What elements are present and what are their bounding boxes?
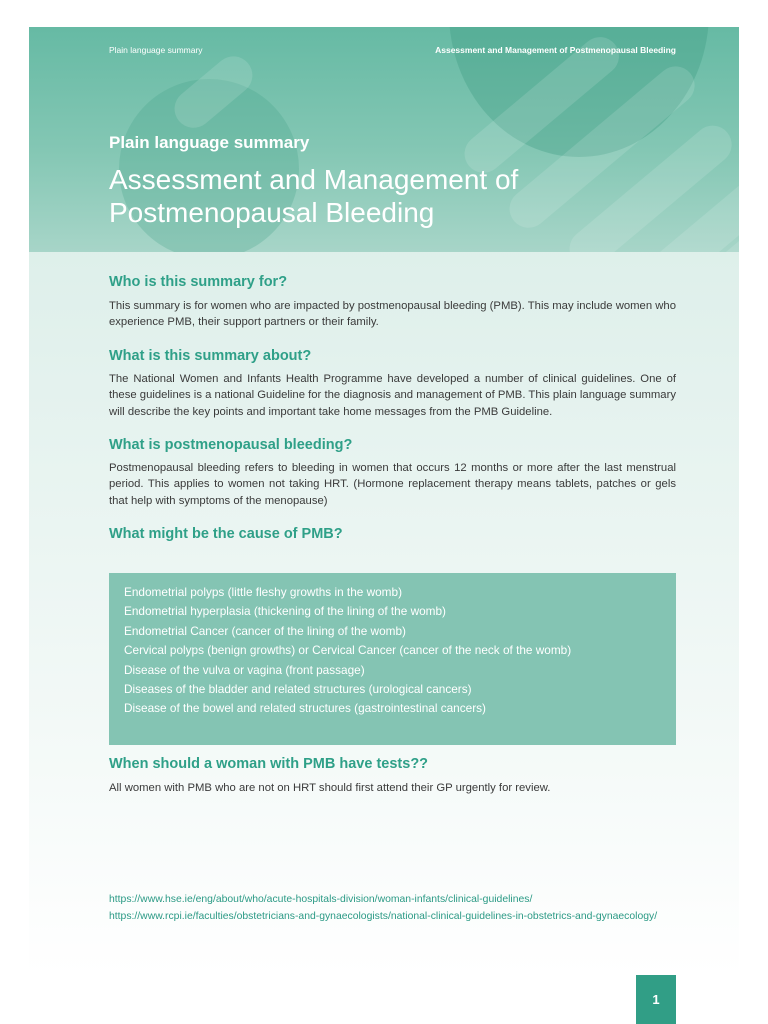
cause-item: Endometrial hyperplasia (thickening of the lining of the womb): [124, 604, 446, 619]
section-body-about: The National Women and Infants Health Programme have developed a number of clinical guidelines. One of these guidelines is a national Guideline for the diagnosis and management of PMB. This plain language summary will describe the key points and important take home messages from the PMB Guideline.: [109, 372, 676, 418]
cause-item: Diseases of the bladder and related structures (urological cancers): [124, 682, 472, 697]
reference-links: [109, 892, 676, 924]
page-title: Assessment and Management of Postmenopausal Bleeding: [109, 164, 519, 228]
cause-item: Endometrial polyps (little fleshy growths in the womb): [124, 585, 402, 599]
section-body-what: Postmenopausal bleeding refers to bleeding in women that occurs 12 months or more after the last menstrual period. This applies to women not taking HRT. (Hormone replacement therapy means tablets, patches or gels that help with symptoms of the menopause): [109, 462, 676, 507]
section-heading-about: What is this summary about?: [109, 347, 312, 364]
page-number: 1: [636, 975, 676, 1024]
running-header-right: Assessment and Management of Postmenopausal Bleeding: [435, 45, 676, 55]
reference-link[interactable]: https://www.rcpi.ie/faculties/obstetricians-and-gynaecologists/national-clinical-guidelines-in-obstetrics-and-gynaecology/: [109, 911, 658, 922]
section-body-tests: All women with PMB who are not on HRT should first attend their GP urgently for review.: [109, 782, 551, 794]
section-heading-tests: When should a woman with PMB have tests??: [109, 756, 429, 772]
section-heading-cause: What might be the cause of PMB?: [109, 526, 343, 543]
section-body-who: This summary is for women who are impacted by postmenopausal bleeding (PMB). This may include women who experience PMB, their support partners or their family.: [109, 300, 676, 329]
section-heading-who: Who is this summary for?: [109, 274, 288, 290]
tests-section: [109, 756, 676, 796]
page-subtitle: Plain language summary: [109, 133, 310, 152]
cause-item: Endometrial Cancer (cancer of the lining of the womb): [124, 623, 406, 638]
causes-list: [124, 583, 661, 719]
header-banner: [29, 27, 739, 252]
section-heading-what: What is postmenopausal bleeding?: [109, 437, 353, 454]
main-content: [109, 274, 676, 542]
causes-box: [109, 573, 676, 745]
running-header-left: Plain language summary: [109, 45, 203, 55]
cause-item: Disease of the vulva or vagina (front passage): [124, 662, 365, 677]
cause-item: Disease of the bowel and related structures (gastrointestinal cancers): [124, 701, 486, 716]
reference-link[interactable]: https://www.hse.ie/eng/about/who/acute-hospitals-division/woman-infants/clinical-guidelines/: [109, 894, 533, 905]
document-page: [29, 27, 739, 977]
cause-item: Cervical polyps (benign growths) or Cervical Cancer (cancer of the neck of the womb): [124, 643, 572, 658]
